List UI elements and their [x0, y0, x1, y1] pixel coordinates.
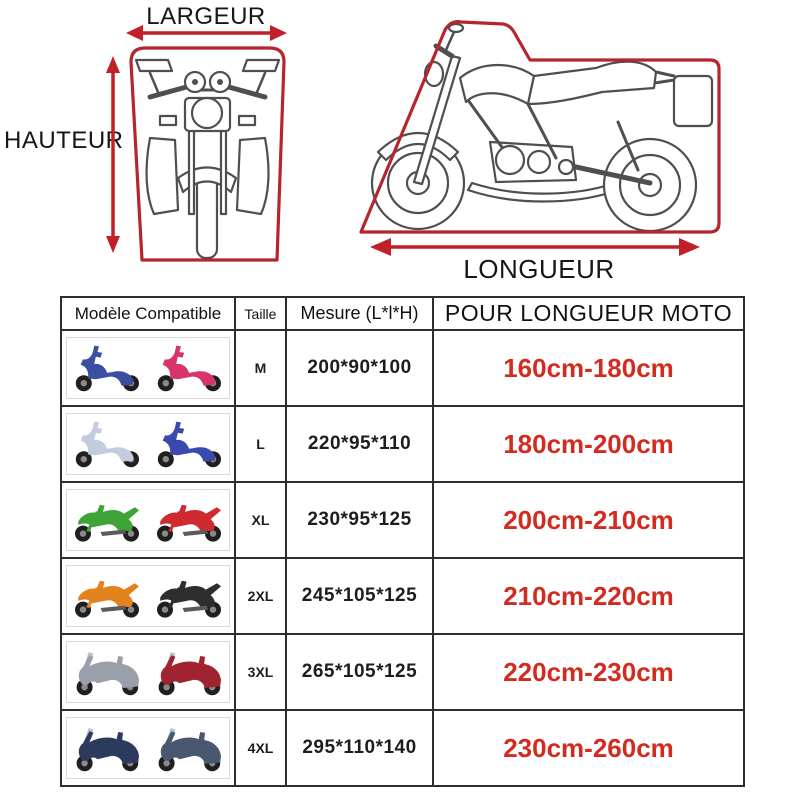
red-maxi-scooter-icon	[149, 646, 229, 698]
motorcycle-front-sketch	[136, 60, 279, 258]
side-view-diagram	[340, 0, 800, 290]
header-taille: Taille	[235, 297, 286, 330]
length-range-cell: 230cm-260cm	[433, 710, 744, 786]
width-arrow-icon	[126, 25, 287, 41]
size-cell: L	[235, 406, 286, 482]
table-header-row	[61, 297, 744, 330]
orange-dirt-bike-icon	[67, 570, 147, 622]
measure-cell: 265*105*125	[286, 634, 433, 710]
length-range-cell: 220cm-230cm	[433, 634, 744, 710]
table-row	[61, 558, 744, 634]
size-cell: 2XL	[235, 558, 286, 634]
black-naked-bike-icon	[149, 570, 229, 622]
width-label: LARGEUR	[146, 3, 266, 30]
measure-cell: 230*95*125	[286, 482, 433, 558]
navy-goldwing-touring-icon	[149, 722, 229, 774]
size-cell: 3XL	[235, 634, 286, 710]
length-range-cell: 200cm-210cm	[433, 482, 744, 558]
measure-cell: 245*105*125	[286, 558, 433, 634]
bike-thumbnails	[61, 406, 235, 482]
header-mesure: Mesure (L*l*H)	[286, 297, 433, 330]
measure-cell: 200*90*100	[286, 330, 433, 406]
red-sport-bike-icon	[149, 494, 229, 546]
front-view-diagram	[0, 0, 310, 290]
measure-cell: 295*110*140	[286, 710, 433, 786]
height-label: HAUTEUR	[4, 127, 124, 154]
size-cell: 4XL	[235, 710, 286, 786]
length-range-cell: 160cm-180cm	[433, 330, 744, 406]
size-cell: M	[235, 330, 286, 406]
green-sport-bike-icon	[67, 494, 147, 546]
measure-cell: 220*95*110	[286, 406, 433, 482]
height-arrow-icon	[106, 56, 120, 253]
bike-thumbnails	[61, 634, 235, 710]
header-pour-longueur-moto: POUR LONGUEUR MOTO	[433, 297, 744, 330]
length-range-cell: 180cm-200cm	[433, 406, 744, 482]
bike-thumbnails	[61, 482, 235, 558]
length-range-cell: 210cm-220cm	[433, 558, 744, 634]
table-row	[61, 482, 744, 558]
white-underbone-moto-icon	[67, 418, 147, 470]
size-cell: XL	[235, 482, 286, 558]
navy-touring-cruiser-icon	[67, 722, 147, 774]
length-arrow-icon	[370, 238, 700, 256]
bike-thumbnails	[61, 710, 235, 786]
blue-scooter-icon	[149, 418, 229, 470]
header-modele-compatible: Modèle Compatible	[61, 297, 235, 330]
blue-electric-tricycle-icon	[67, 342, 147, 394]
table-row	[61, 634, 744, 710]
size-table	[60, 296, 745, 787]
table-row	[61, 710, 744, 786]
pink-scooter-icon	[149, 342, 229, 394]
length-label: LONGUEUR	[463, 254, 615, 284]
table-row	[61, 330, 744, 406]
table-row	[61, 406, 744, 482]
silver-touring-bike-icon	[67, 646, 147, 698]
bike-thumbnails	[61, 330, 235, 406]
motorcycle-side-sketch	[372, 24, 712, 231]
bike-thumbnails	[61, 558, 235, 634]
